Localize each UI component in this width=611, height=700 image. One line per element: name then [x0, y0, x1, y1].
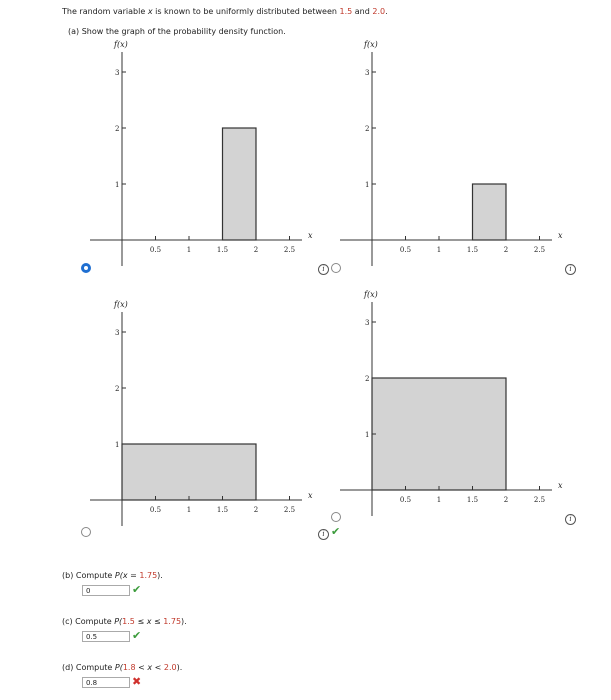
graph-option-3 — [90, 300, 330, 530]
x-tick-label: 2.5 — [533, 496, 546, 504]
part-c-question: (c) Compute P(1.5 ≤ x ≤ 1.75). — [62, 617, 187, 626]
check-icon: ✔ — [331, 525, 341, 538]
part-d-answer-field[interactable]: 0.8 — [82, 677, 130, 688]
y-tick-label: 2 — [365, 125, 370, 133]
x-tick-label: 1 — [186, 246, 192, 254]
x-tick-label: 0.5 — [399, 496, 412, 504]
y-tick-label: 1 — [115, 181, 120, 189]
graph-option-1 — [90, 40, 330, 270]
radio-option-1[interactable] — [81, 263, 91, 273]
x-axis-label: x — [308, 491, 313, 500]
x-tick-label: 1.5 — [466, 496, 479, 504]
y-tick-label: 1 — [365, 181, 370, 189]
y-tick-label: 1 — [115, 441, 120, 449]
part-a-label: (a) Show the graph of the probability density function. — [68, 27, 286, 36]
y-tick-label: 3 — [115, 329, 120, 337]
y-tick-label: 2 — [115, 385, 120, 393]
x-axis-label: x — [558, 231, 563, 240]
y-tick-label: 1 — [365, 431, 370, 439]
info-icon[interactable]: i — [318, 264, 329, 275]
x-tick-label: 1.5 — [466, 246, 479, 254]
x-tick-label: 0.5 — [399, 246, 412, 254]
x-tick-label: 2.5 — [283, 246, 296, 254]
y-axis-label: f(x) — [114, 300, 128, 309]
radio-option-2[interactable] — [331, 263, 341, 273]
y-tick-label: 3 — [365, 319, 370, 327]
y-tick-label: 2 — [365, 375, 370, 383]
part-d-question: (d) Compute P(1.8 < x < 2.0). — [62, 663, 183, 672]
info-icon[interactable]: i — [565, 514, 576, 525]
y-axis-label: f(x) — [114, 40, 128, 49]
pdf-region — [473, 184, 507, 240]
x-tick-label: 0.5 — [149, 506, 162, 514]
problem-statement: The random variable x is known to be uniformly distributed between 1.5 and 2.0. — [62, 7, 388, 16]
x-tick-label: 1.5 — [216, 246, 229, 254]
x-axis-label: x — [558, 481, 563, 490]
x-tick-label: 2.5 — [283, 506, 296, 514]
y-axis-label: f(x) — [364, 290, 378, 299]
y-tick-label: 3 — [365, 69, 370, 77]
graph-option-2 — [340, 40, 580, 270]
part-c-answer-field[interactable]: 0.5 — [82, 631, 130, 642]
check-icon: ✔ — [132, 583, 142, 596]
radio-option-4[interactable] — [331, 512, 341, 522]
cross-icon: ✖ — [132, 675, 142, 688]
x-tick-label: 2 — [503, 246, 509, 254]
x-tick-label: 0.5 — [149, 246, 162, 254]
x-tick-label: 2.5 — [533, 246, 546, 254]
graph-option-4 — [340, 290, 580, 520]
pdf-region — [122, 444, 256, 500]
pdf-region — [223, 128, 257, 240]
y-tick-label: 3 — [115, 69, 120, 77]
part-b-question: (b) Compute P(x = 1.75). — [62, 571, 163, 580]
check-icon: ✔ — [132, 629, 142, 642]
x-axis-label: x — [308, 231, 313, 240]
info-icon[interactable]: i — [318, 529, 329, 540]
part-b-answer-field[interactable]: 0 — [82, 585, 130, 596]
x-tick-label: 1 — [436, 246, 442, 254]
pdf-region — [372, 378, 506, 490]
x-tick-label: 2 — [253, 246, 259, 254]
info-icon[interactable]: i — [565, 264, 576, 275]
x-tick-label: 1.5 — [216, 506, 229, 514]
x-tick-label: 2 — [503, 496, 509, 504]
y-tick-label: 2 — [115, 125, 120, 133]
y-axis-label: f(x) — [364, 40, 378, 49]
x-tick-label: 2 — [253, 506, 259, 514]
x-tick-label: 1 — [436, 496, 442, 504]
radio-option-3[interactable] — [81, 527, 91, 537]
x-tick-label: 1 — [186, 506, 192, 514]
